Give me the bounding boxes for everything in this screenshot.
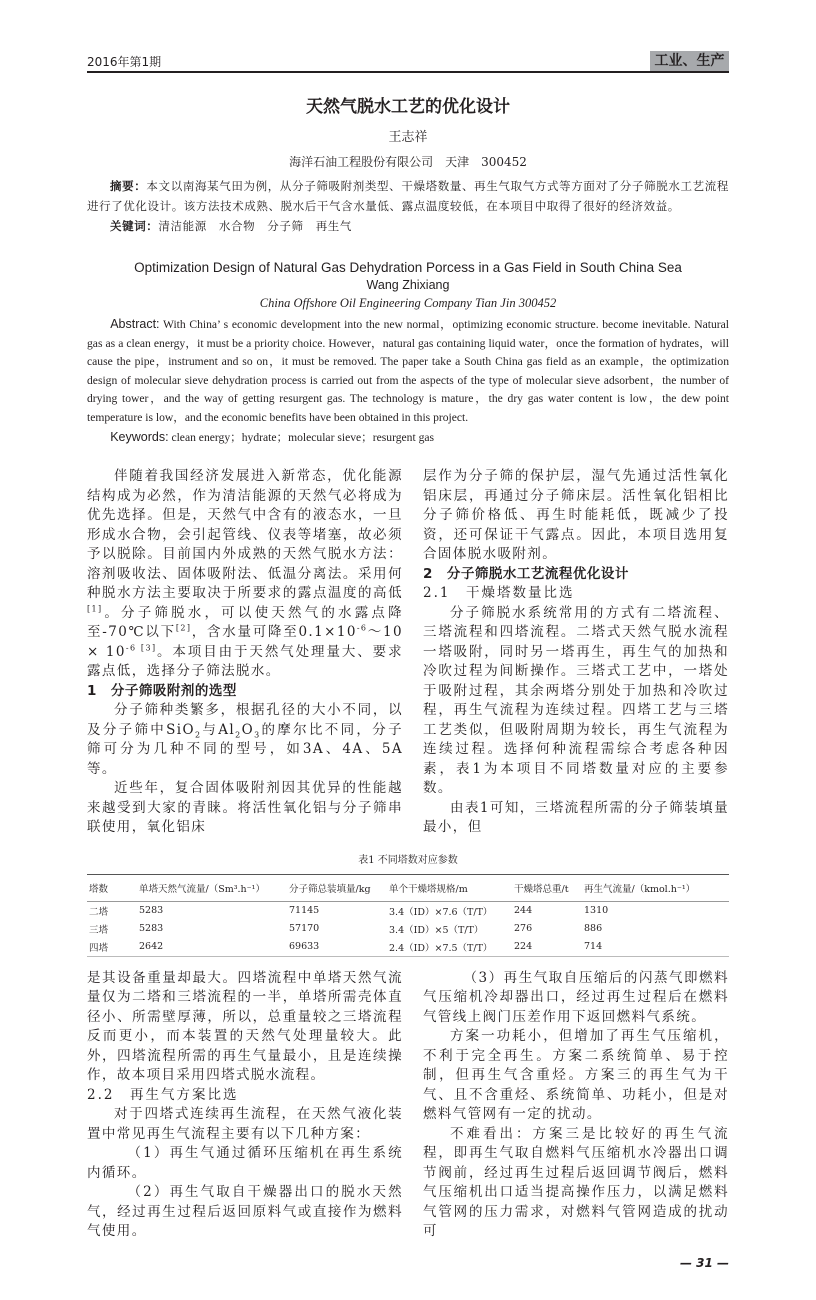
abstract-label: 摘要： — [110, 179, 147, 193]
text-run: 近些年，复合固体吸附剂因其优异的性能越来越受到大家的青睐。将活性氧化铝与分子筛串联使用，氧化铝床 — [87, 780, 403, 836]
column-header: 干燥塔总重/t — [514, 883, 569, 895]
paragraph — [423, 969, 729, 1028]
superscript: -6 — [356, 623, 368, 633]
superscript: -6 [3] — [125, 643, 157, 653]
body-bottom-right-column — [423, 969, 729, 1242]
paragraph — [423, 467, 729, 565]
section-label: 工业、生产 — [650, 51, 729, 71]
table-cell: 886 — [584, 923, 603, 935]
parameters-table — [87, 874, 729, 957]
superscript: [2] — [175, 623, 192, 633]
body-top-right-column — [423, 467, 729, 838]
english-abstract — [87, 315, 729, 428]
section-heading: 2 分子筛脱水工艺流程优化设计 — [423, 565, 629, 582]
paragraph — [87, 701, 403, 779]
text-run: 层作为分子筛的保护层，湿气先通过活性氧化铝床层，再通过分子筛床层。活性氧化铝相比分子筛价格低、再生时能耗低，既减少了投资，还可保证干气露点。因此，本项目选用复合固体脱水吸附剂。 — [423, 468, 729, 563]
body-bottom-left-column — [87, 969, 403, 1242]
table-cell: 2.4（ID）×7.5（T/T） — [389, 942, 493, 954]
english-title: Optimization Design of Natural Gas Dehydration Porcess in a Gas Field in South China Sea — [134, 260, 682, 275]
text-run: 分子筛脱水系统常用的方式有二塔流程、三塔流程和四塔流程。二塔式天然气脱水流程一塔吸附，同时另一塔再生，再生气的加热和冷吹过程为间断操作。三塔式工艺中，一塔处于吸附过程，其余两塔分别处于加热和冷吹过程，再生气流程为连续过程。四塔工艺与三塔工艺类似，但吸附周期为较长，再生气流程为连续过程。选择何种流程需综合考虑各种因素，表1为本项目不同塔数量对应的主要参数。 — [423, 604, 729, 797]
keywords-label: 关键词： — [110, 219, 159, 233]
table-cell: 224 — [514, 941, 533, 953]
table-cell: 57170 — [289, 923, 320, 935]
author: 王志祥 — [388, 130, 428, 145]
keywords-text: 清洁能源 水合物 分子筛 再生气 — [158, 219, 353, 233]
paragraph — [87, 1183, 403, 1242]
table-cell: 三塔 — [89, 924, 109, 936]
table-cell: 714 — [584, 941, 603, 953]
subscript: 2 — [235, 730, 242, 740]
chinese-abstract — [87, 176, 729, 216]
table-body — [87, 901, 729, 956]
subscript: 2 — [194, 730, 202, 740]
subscript: 3 — [254, 730, 261, 740]
text-run: 。本项目由于天然气处理量大、要求露点低，选择分子筛法脱水。 — [87, 643, 403, 680]
column-header: 分子筛总装填量/kg — [289, 883, 371, 895]
paragraph — [423, 604, 729, 799]
column-header: 再生气流量/（kmol.h⁻¹） — [584, 883, 696, 895]
table-cell: 3.4（ID）×5（T/T） — [389, 924, 484, 936]
english-author: Wang Zhixiang — [366, 278, 450, 292]
column-header: 单个干燥塔规格/m — [389, 883, 468, 895]
section-heading: 2.2 再生气方案比选 — [87, 1086, 239, 1103]
header-rule — [87, 71, 729, 73]
column-header: 塔数 — [89, 883, 109, 895]
english-abstract-text: With China’ s economic development into the new normal，optimizing economic structure. become inevitable. Natural gas as a clean energy，it must be a priority choice. However，natural gas containing liquid water，once the formation of hydrates，will cause the pipe，instrument and so on，it must be removed. The paper take a South China gas field as an example，the optimization design of molecular sieve dehydration process is carried out from the aspects of the type of molecular sieve adsorbent，the number of drying tower，and the way of getting resurgent gas. The technology is mature，the dry gas water content is low，the dew point temperature is low，and the economic benefits have been obtained in this project. — [87, 318, 729, 424]
page-content — [87, 95, 729, 1300]
english-keywords-label: Keywords: — [110, 429, 169, 444]
abstract-text: 本文以南海某气田为例，从分子筛吸附剂类型、干燥塔数量、再生气取气方式等方面对了分子筛脱水工艺流程进行了优化设计。该方法技术成熟、脱水后干气含水量低、露点温度较低，在本项目中取得了很好的经济效益。 — [87, 179, 729, 213]
table-cell: 276 — [514, 923, 533, 935]
text-run: （1）再生气通过循环压缩机在再生系统内循环。 — [87, 1145, 403, 1181]
table-row — [87, 920, 729, 938]
table-row — [87, 938, 729, 957]
paragraph — [423, 799, 729, 838]
section-heading: 1 分子筛吸附剂的选型 — [87, 682, 237, 699]
text-run: （2）再生气取自干燥器出口的脱水天然气，经过再生过程后返回原料气或直接作为燃料气使用。 — [87, 1184, 403, 1240]
journal-issue: 2016年第1期 — [87, 55, 162, 69]
english-abstract-label: Abstract: — [110, 317, 160, 331]
paragraph — [87, 467, 403, 682]
superscript: [1] — [87, 604, 103, 614]
text-run: O — [241, 721, 255, 738]
paragraph — [87, 1144, 403, 1183]
page-number: — 31 — — [679, 1255, 729, 1270]
table-cell: 3.4（ID）×7.6（T/T） — [389, 906, 493, 918]
text-run: 不难看出：方案三是比较好的再生气流程，即再生气取自燃料气压缩机水冷器出口调节阀前，经过再生过程后返回调节阀后，燃料气压缩机出口适当提高操作压力，以满足燃料气管网的压力需求，对燃料气管网造成的扰动可 — [423, 1125, 729, 1240]
text-run: 由表1可知，三塔流程所需的分子筛装填量最小，但 — [423, 799, 729, 836]
table-cell: 四塔 — [89, 942, 109, 954]
table-caption: 表1 不同塔数对应参数 — [358, 854, 458, 866]
affiliation: 海洋石油工程股份有限公司 天津 300452 — [289, 155, 527, 169]
text-run: 是其设备重量却最大。四塔流程中单塔天然气流量仅为二塔和三塔流程的一半，单塔所需壳体直径小、所需壁厚薄，所以，总重量较之三塔流程反而更小，而本装置的天然气处理量较大。此外，四塔流程所需的再生气量最小，且是连续操作，故本项目采用四塔式脱水流程。 — [87, 969, 403, 1084]
text-run: 的摩尔比不同，分子筛可分为几种不同的型号，如3A、4A、5A等。 — [87, 721, 403, 777]
section-heading: 2.1 干燥塔数量比选 — [423, 585, 575, 602]
paragraph — [87, 1105, 403, 1144]
english-keywords — [87, 428, 729, 448]
text-run: 对于四塔式连续再生流程，在天然气液化装置中常见再生气流程主要有以下几种方案： — [87, 1106, 403, 1142]
chinese-keywords — [87, 216, 729, 236]
column-header: 单塔天然气流量/（Sm³.h⁻¹） — [139, 883, 265, 895]
body-top-left-column — [87, 467, 403, 838]
body-bottom — [87, 969, 729, 1242]
english-keywords-text: clean energy；hydrate；molecular sieve；resurgent gas — [168, 430, 435, 444]
table-cell: 71145 — [289, 905, 320, 917]
paragraph — [423, 1125, 729, 1242]
table-cell: 5283 — [139, 905, 164, 917]
body-top — [87, 467, 729, 838]
table-cell: 二塔 — [89, 906, 109, 918]
text-run: （3）再生气取自压缩后的闪蒸气即燃料气压缩机冷却器出口，经过再生过程后在燃料气管线上阀门压差作用下返回燃料气系统。 — [423, 969, 729, 1025]
paragraph — [87, 969, 403, 1086]
paper-title: 天然气脱水工艺的优化设计 — [306, 97, 510, 117]
text-run: ，含水量可降至0.1×10 — [191, 624, 357, 641]
text-run: 与Al — [201, 721, 236, 738]
table-cell: 1310 — [584, 905, 609, 917]
paragraph — [423, 1027, 729, 1125]
table-cell: 5283 — [139, 923, 164, 935]
text-run: 方案一功耗小，但增加了再生气压缩机，不利于完全再生。方案二系统简单、易于控制，但再生气含重烃。方案三的再生气为干气、且不含重烃、系统简单、功耗小，但是对燃料气管网有一定的扰动。 — [423, 1028, 729, 1123]
text-run: 伴随着我国经济发展进入新常态，优化能源结构成为必然，作为清洁能源的天然气必将成为优先选择。但是，天然气中含有的液态水，一旦形成水合物，会引起管线、仪表等堵塞，故必须予以脱除。目前国内外成熟的天然气脱水方法：溶剂吸收法、固体吸附法、低温分离法。采用何种脱水方法主要取决于所要求的露点温度的高低 — [87, 468, 403, 602]
paragraph — [87, 779, 403, 838]
english-affiliation: China Offshore Oil Engineering Company Tian Jin 300452 — [259, 296, 557, 310]
table-cell: 2642 — [139, 941, 164, 953]
text-run: 分子筛种类繁多，根据孔径的大小不同，以及分子筛中SiO — [87, 702, 403, 738]
table-header-row — [87, 874, 729, 901]
table-cell: 244 — [514, 905, 533, 917]
table-cell: 69633 — [289, 941, 320, 953]
table-row — [87, 901, 729, 920]
text-run: 。分子筛脱水，可以使天然气的水露点降至-70℃以下 — [87, 604, 403, 641]
text-run: ～10 × 10 — [87, 624, 403, 660]
